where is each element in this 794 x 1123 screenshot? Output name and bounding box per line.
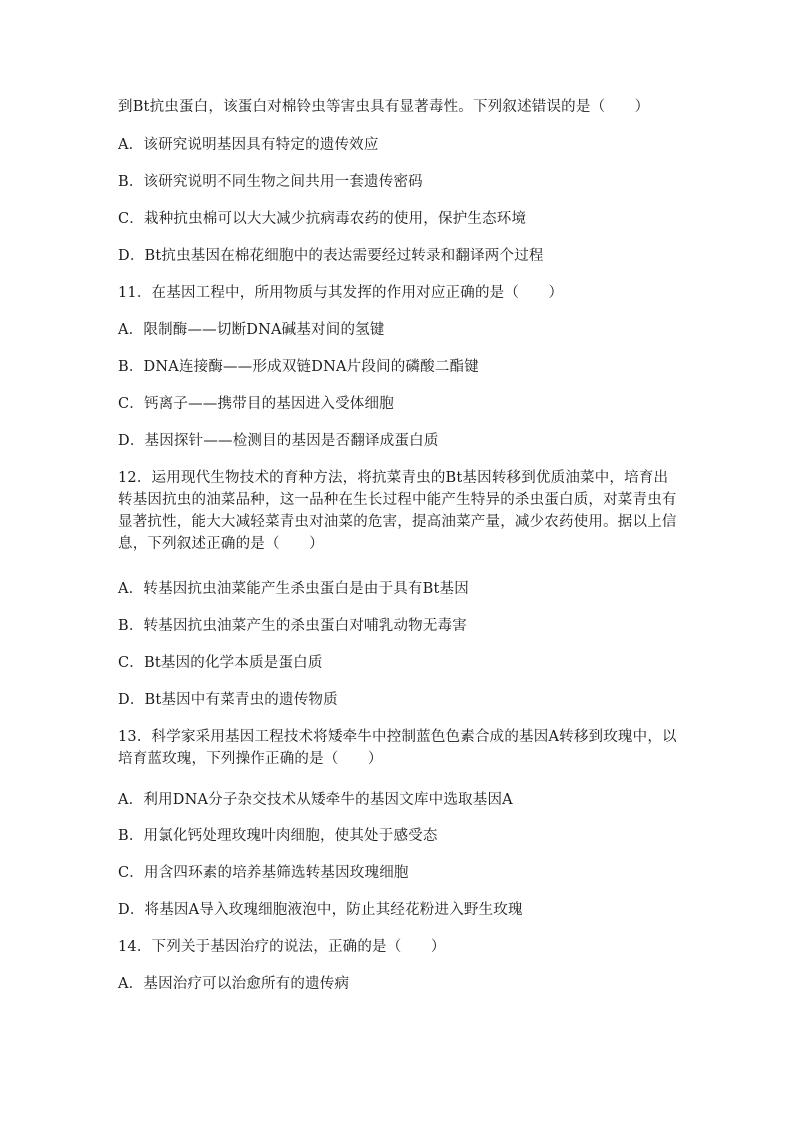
question-14-stem: 14．下列关于基因治疗的说法，正确的是（ ） (118, 939, 446, 955)
question-11-option-c: C．钙离子——携带目的基因进入受体细胞 (118, 396, 394, 412)
question-13-option-c: C．用含四环素的培养基筛选转基因玫瑰细胞 (118, 865, 409, 881)
question-13-option-b: B．用氯化钙处理玫瑰叶肉细胞，使其处于感受态 (118, 828, 438, 844)
question-11-option-d: D．基因探针——检测目的基因是否翻译成蛋白质 (118, 433, 439, 449)
question-12-stem-line: 转基因抗虫的油菜品种，这一品种在生长过程中能产生特异的杀虫蛋白质，对菜青虫有 (118, 492, 677, 508)
question-12-stem-line: 显著抗性，能大大减轻菜青虫对油菜的危害，提高油菜产量，减少农药使用。据以上信 (118, 514, 677, 530)
question-13-stem-line: 13．科学家采用基因工程技术将矮牵牛中控制蓝色色素合成的基因A转移到玫瑰中，以 (118, 729, 677, 745)
question-12-stem (118, 467, 677, 555)
question-12-option-b: B．转基因抗虫油菜产生的杀虫蛋白对哺乳动物无毒害 (118, 618, 467, 634)
question-10-stem-tail: 到Bt抗虫蛋白，该蛋白对棉铃虫等害虫具有显著毒性。下列叙述错误的是（ ） (118, 99, 650, 115)
question-10-option-a: A．该研究说明基因具有特定的遗传效应 (118, 137, 379, 153)
question-10-option-d: D．Bt抗虫基因在棉花细胞中的表达需要经过转录和翻译两个过程 (118, 248, 544, 264)
question-12-option-a: A．转基因抗虫油菜能产生杀虫蛋白是由于具有Bt基因 (118, 581, 469, 597)
question-13-option-a: A．利用DNA分子杂交技术从矮牵牛的基因文库中选取基因A (118, 792, 513, 808)
question-13-stem-line: 培育蓝玫瑰，下列操作正确的是（ ） (118, 751, 383, 767)
question-12-stem-line: 12．运用现代生物技术的育种方法，将抗菜青虫的Bt基因转移到优质油菜中，培育出 (118, 470, 669, 486)
question-11-option-a: A．限制酶——切断DNA碱基对间的氢键 (118, 322, 385, 338)
question-11-option-b: B．DNA连接酶——形成双链DNA片段间的磷酸二酯键 (118, 359, 479, 375)
question-11-stem: 11．在基因工程中，所用物质与其发挥的作用对应正确的是（ ） (118, 285, 564, 301)
question-12-option-c: C．Bt基因的化学本质是蛋白质 (118, 655, 323, 671)
question-14-option-a: A．基因治疗可以治愈所有的遗传病 (118, 976, 350, 992)
question-13-stem (118, 726, 677, 770)
question-12-option-d: D．Bt基因中有菜青虫的遗传物质 (118, 692, 338, 708)
question-10-option-c: C．栽种抗虫棉可以大大减少抗病毒农药的使用，保护生态环境 (118, 211, 527, 227)
question-12-stem-line: 息，下列叙述正确的是（ ） (118, 536, 324, 552)
question-13-option-d: D．将基因A导入玫瑰细胞液泡中，防止其经花粉进入野生玫瑰 (118, 902, 523, 918)
question-10-option-b: B．该研究说明不同生物之间共用一套遗传密码 (118, 174, 423, 190)
